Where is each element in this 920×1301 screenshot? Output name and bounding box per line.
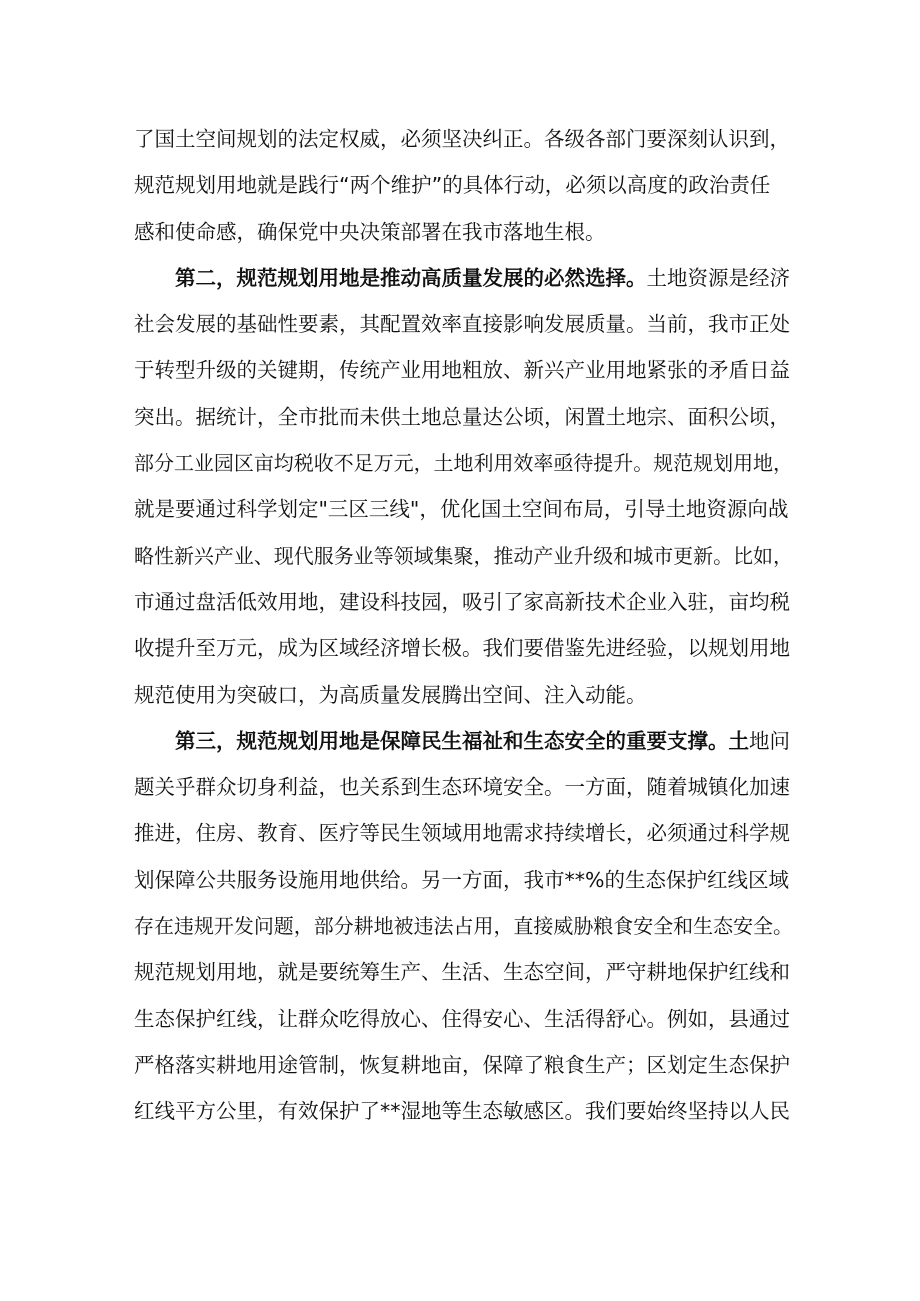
text-line	[134, 533, 794, 579]
document-body	[134, 116, 794, 1135]
line-text: 了国土空间规划的法定权威，必须坚决纠正。各级各部门要深刻认识到，	[134, 127, 790, 151]
line-text: 社会发展的基础性要素，其配置效率直接影响发展质量。当前，我市正处	[134, 312, 790, 337]
text-line	[134, 996, 794, 1042]
line-text: 划保障公共服务设施用地供给。另一方面，我市**%的生态保护红线区域	[134, 867, 789, 892]
line-text: 市通过盘活低效用地，建设科技园，吸引了家高新技术企业入驻，亩均税	[134, 589, 790, 614]
line-text: 土地资源是经济	[646, 265, 790, 290]
paragraph-first-line	[134, 255, 794, 301]
text-line	[134, 162, 794, 208]
line-text: 规范规划用地，就是要统筹生产、生活、生态空间，严守耕地保护红线和	[134, 960, 790, 985]
line-text: 红线平方公里，有效保护了**湿地等生态敏感区。我们要始终坚持以人民	[134, 1099, 790, 1124]
paragraph-heading: 第二，规范规划用地是推动高质量发展的必然选择。	[175, 265, 647, 290]
text-line	[134, 903, 794, 949]
line-text: 突出。据统计，全市批而未供土地总量达公顷，闲置土地宗、面积公顷，	[134, 404, 790, 429]
text-line	[134, 949, 794, 995]
text-line	[134, 764, 794, 810]
text-line	[134, 579, 794, 625]
line-text: 就是要通过科学划定"三区三线"，优化国土空间布局，引导土地资源向战	[134, 497, 789, 522]
text-line	[134, 1088, 794, 1134]
text-line	[134, 1042, 794, 1088]
line-text: 严格落实耕地用途管制，恢复耕地亩，保障了粮食生产；区划定生态保护	[134, 1052, 790, 1077]
text-line	[134, 672, 794, 718]
text-line	[134, 486, 794, 532]
text-line	[134, 857, 794, 903]
line-text: 推进，住房、教育、医疗等民生领域用地需求持续增长，必须通过科学规	[134, 821, 790, 846]
text-line	[134, 625, 794, 671]
line-text: 规范使用为突破口，为高质量发展腾出空间、注入动能。	[134, 682, 647, 707]
line-text: 感和使命感，确保党中央决策部署在我市落地生根。	[134, 219, 606, 244]
line-text: 存在违规开发问题，部分耕地被违法占用，直接威胁粮食安全和生态安全。	[134, 914, 793, 939]
text-line	[134, 347, 794, 393]
line-text: 生态保护红线，让群众吃得放心、住得安心、生活得舒心。例如，县通过	[134, 1006, 790, 1031]
paragraph-first-line	[134, 718, 794, 764]
text-line	[134, 116, 794, 162]
text-line	[134, 301, 794, 347]
line-text: 部分工业园区亩均税收不足万元，土地利用效率亟待提升。规范规划用地，	[134, 451, 793, 476]
line-text: 于转型升级的关键期，传统产业用地粗放、新兴产业用地紧张的矛盾日益	[134, 358, 790, 383]
line-text: 收提升至万元，成为区域经济增长极。我们要借鉴先进经验，以规划用地	[134, 636, 790, 661]
paragraph-heading: 第三，规范规划用地是保障民生福祉和生态安全的重要支撑。土	[175, 728, 749, 753]
text-line	[134, 209, 794, 255]
line-text: 题关乎群众切身利益，也关系到生态环境安全。一方面，随着城镇化加速	[134, 775, 790, 800]
line-text: 略性新兴产业、现代服务业等领域集聚，推动产业升级和城市更新。比如，	[134, 543, 793, 568]
text-line	[134, 394, 794, 440]
line-text: 规范规划用地就是践行“两个维护”的具体行动，必须以高度的政治责任	[134, 173, 771, 198]
text-line	[134, 440, 794, 486]
line-text: 地问	[749, 728, 790, 753]
text-line	[134, 810, 794, 856]
